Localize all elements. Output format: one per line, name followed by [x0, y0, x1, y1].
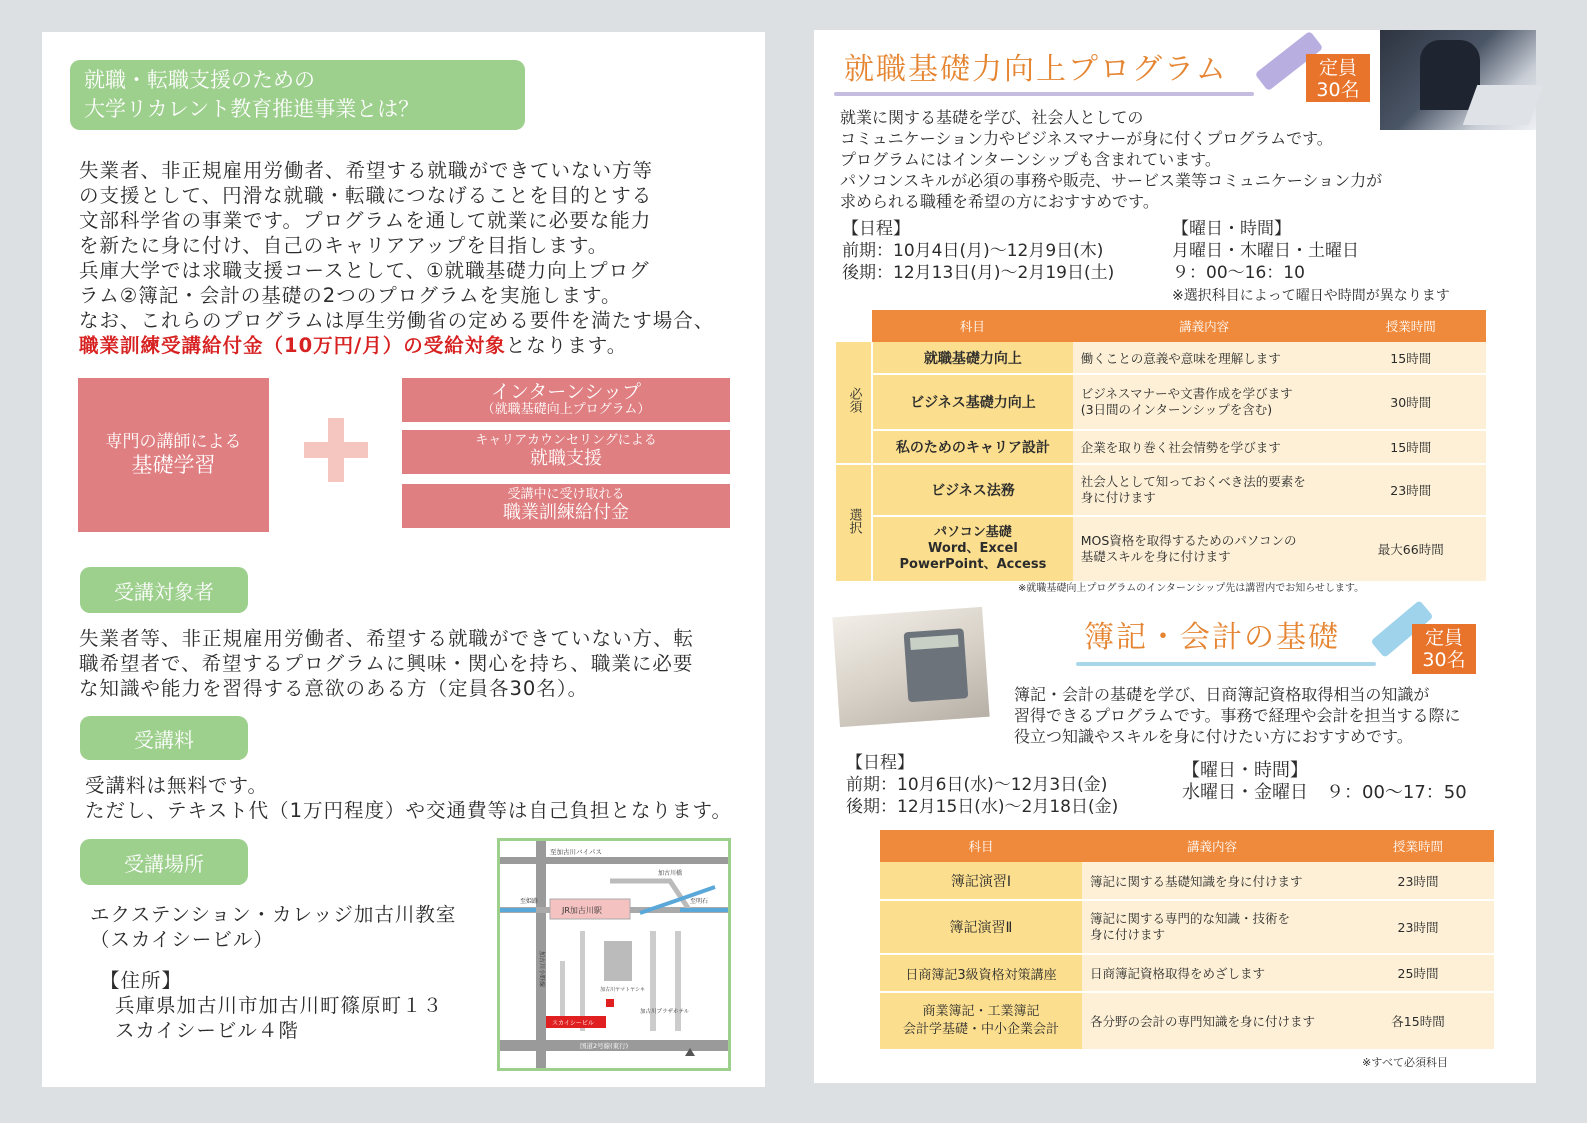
t2-row0-content: 簿記に関する基礎知識を身に付けます [1082, 862, 1342, 900]
capacity2-line1: 定員 [1424, 627, 1463, 649]
intro-text [79, 158, 759, 358]
laptop-photo [1380, 30, 1536, 130]
t1-row3-content: 社会人として知っておくべき法的要素を 身に付けます [1073, 464, 1336, 516]
map-label-to-himeji: 至姫路 [520, 898, 539, 905]
program2-days: 【曜日・時間】 水曜日・金曜日 ９：00～17：50 [1182, 760, 1467, 803]
career-support-box [402, 430, 730, 474]
program2-schedule: 【日程】 前期：10月6日(水)～12月3日(金) 後期：12月15日(水)～2月18日(金) [846, 753, 1119, 817]
left-page [42, 32, 765, 1087]
t1-row0-content: 働くことの意義や意味を理解します [1073, 342, 1336, 374]
t1-group-optional [836, 464, 872, 582]
t1-row0-hours: 15時間 [1336, 342, 1486, 374]
target-label: 受講対象者 [80, 567, 248, 613]
t2-row3-subject: 商業簿記・工業簿記 会計学基礎・中小企業会計 [880, 992, 1082, 1050]
map-label-street: 加古川小野線 [538, 951, 545, 988]
internship-box [402, 378, 730, 422]
basic-study-box [78, 378, 269, 532]
t1-group-required [836, 342, 872, 464]
program2-description: 簿記・会計の基礎を学び、日商簿記資格取得相当の知識が 習得できるプログラムです。事務で経理や会計を担当する際に 役立つ知識やスキルを身に付けたい方におすすめです。 [1014, 685, 1461, 746]
t2-row2-hours: 25時間 [1342, 954, 1494, 992]
intro-tail: となります。 [505, 334, 628, 357]
t1-empty-header [836, 310, 872, 342]
t1-row0-subject: 就職基礎力向上 [872, 342, 1073, 374]
basic-study-title: 基礎学習 [131, 452, 216, 477]
address-text: 兵庫県加古川市加古川町篠原町１３ スカイシービル４階 [115, 994, 444, 1042]
t1-row3-subject: ビジネス法務 [872, 464, 1073, 516]
intro-emphasis: 職業訓練受講給付金（10万円/月）の受給対象 [79, 334, 506, 357]
allowance-sub: 受講中に受け取れる [507, 487, 625, 503]
map-label-to-akashi: 至明石 [690, 898, 709, 905]
address-label: 【住所】 [100, 969, 183, 992]
program1-schedule: 【日程】 前期：10月4日(月)～12月9日(木) 後期：12月13日(月)～2月19日(土) [842, 219, 1115, 283]
allowance-title: 職業訓練給付金 [503, 502, 629, 524]
map-label-route2: 国道2号線(東行) [580, 1042, 629, 1050]
intro-header-line1: 就職・転職支援のための [84, 68, 315, 92]
t2-header-content: 講義内容 [1082, 830, 1342, 862]
t2-row2-subject: 日商簿記3級資格対策講座 [880, 954, 1082, 992]
fee-text: 受講料は無料です。 ただし、テキスト代（1万円程度）や交通費等は自己負担となります。 [85, 774, 732, 822]
t2-row1-content: 簿記に関する専門的な知識・技術を 身に付けます [1082, 900, 1342, 954]
career-support-title: 就職支援 [530, 448, 602, 470]
program1-table [836, 310, 1486, 583]
map-label-kakogawa-bashi: 加古川橋 [658, 870, 683, 877]
t2-header-hours: 授業時間 [1342, 830, 1494, 862]
map-label-hotel: 加古川プラザホテル [640, 1009, 690, 1015]
t1-row1-content: ビジネスマナーや文書作成を学びます (3日間のインターンシップを含む) [1073, 374, 1336, 430]
t1-row2-subject: 私のためのキャリア設計 [872, 430, 1073, 464]
t1-header-content: 講義内容 [1073, 310, 1336, 342]
program1-days: 【曜日・時間】 月曜日・木曜日・土曜日 ９：00～16：10 [1172, 219, 1359, 283]
fee-label: 受講料 [80, 716, 248, 760]
intro-header-line2: 大学リカレント教育推進事業とは？ [84, 97, 420, 121]
t1-row1-subject: ビジネス基礎力向上 [872, 374, 1073, 430]
t1-row4-subject: パソコン基礎 Word、Excel PowerPoint、Access [872, 516, 1073, 582]
allowance-box [402, 484, 730, 528]
program1-underline [834, 92, 1254, 96]
map-label-station: JR加古川駅 [562, 906, 602, 915]
map-drawing [500, 841, 728, 1068]
program1-title: 就職基礎力向上プログラム [844, 52, 1228, 87]
calculator-photo [832, 607, 989, 727]
t1-group-optional-label: 選択 [846, 507, 862, 534]
t1-row2-hours: 15時間 [1336, 430, 1486, 464]
place-name: エクステンション・カレッジ加古川教室 （スカイシービル） [90, 903, 457, 951]
program2-table-note: ※すべて必須科目 [1362, 1056, 1448, 1069]
capacity2-line2: 30名 [1422, 649, 1466, 671]
program2-underline [1076, 662, 1376, 666]
t1-row3-hours: 23時間 [1336, 464, 1486, 516]
t2-row1-hours: 23時間 [1342, 900, 1494, 954]
place-label: 受講場所 [80, 839, 248, 885]
t1-row1-hours: 30時間 [1336, 374, 1486, 430]
career-support-sub: キャリアカウンセリングによる [475, 433, 657, 449]
program2-title: 簿記・会計の基礎 [1084, 620, 1340, 655]
t1-group-required-label: 必須 [846, 387, 862, 413]
capacity1-line1: 定員 [1318, 57, 1357, 79]
t2-row3-content: 各分野の会計の専門知識を身に付けます [1082, 992, 1342, 1050]
program1-description: 就業に関する基礎を学び、社会人としての コミュニケーション力やビジネスマナーが身に付くプログラムです。 プログラムにはインターンシップも含まれています。 パソコンスキルが必須の事務や販売、サービス業等コミュニケーション力が 求められる職種を希望の方におすすめです。 [840, 108, 1383, 211]
intro-body: 失業者、非正規雇用労働者、希望する就職ができていない方等 の支援として、円滑な就職・転職につなげることを目的とする 文部科学省の事業です。プログラムを通して就業に必要な能力 を新たに身に付け、自己のキャリアアップを目指します。 兵庫大学では求職支援コースとして、①就職基礎力向上プログ ラム②簿記・会計の基礎の2つのプログラムを実施します。 なお、これらのプログラムは厚生労働省の定める要件を満たす場合、 [79, 159, 715, 332]
map-label-building: スカイシービル [552, 1020, 594, 1027]
capacity1-badge [1306, 54, 1370, 102]
t2-header-subject: 科目 [880, 830, 1082, 862]
t2-row3-hours: 各15時間 [1342, 992, 1494, 1050]
target-text: 失業者等、非正規雇用労働者、希望する就職ができていない方、転 職希望者で、希望するプログラムに興味・関心を持ち、職業に必要 な知識や能力を習得する意欲のある方（定員各30名）。 [79, 627, 695, 700]
internship-title: インターンシップ [490, 380, 641, 403]
capacity2-badge [1412, 624, 1476, 674]
access-map [497, 838, 731, 1071]
t1-header-subject: 科目 [872, 310, 1073, 342]
t2-row2-content: 日商簿記資格取得をめざします [1082, 954, 1342, 992]
plus-icon [304, 418, 368, 482]
t2-row0-subject: 簿記演習Ⅰ [880, 862, 1082, 900]
capacity1-line2: 30名 [1316, 79, 1360, 101]
t1-row2-content: 企業を取り巻く社会情勢を学びます [1073, 430, 1336, 464]
program2-table [880, 830, 1494, 1051]
t1-header-hours: 授業時間 [1336, 310, 1486, 342]
right-page [814, 30, 1536, 1083]
internship-sub: （就職基礎向上プログラム） [481, 402, 651, 418]
basic-study-sub: 専門の講師による [105, 432, 242, 453]
t2-row0-hours: 23時間 [1342, 862, 1494, 900]
map-label-road-top: 至加古川バイパス [550, 848, 602, 856]
map-label-yamatoyagi: 加古川ヤマトヤシキ [600, 987, 645, 993]
t1-row4-content: MOS資格を取得するためのパソコンの 基礎スキルを身に付けます [1073, 516, 1336, 582]
program1-table-note: ※就職基礎向上プログラムのインターンシップ先は講習内でお知らせします。 [1018, 583, 1365, 594]
t2-row1-subject: 簿記演習Ⅱ [880, 900, 1082, 954]
t1-row4-hours: 最大66時間 [1336, 516, 1486, 582]
program1-note: ※選択科目によって曜日や時間が異なります [1172, 288, 1450, 304]
intro-header [70, 60, 525, 130]
